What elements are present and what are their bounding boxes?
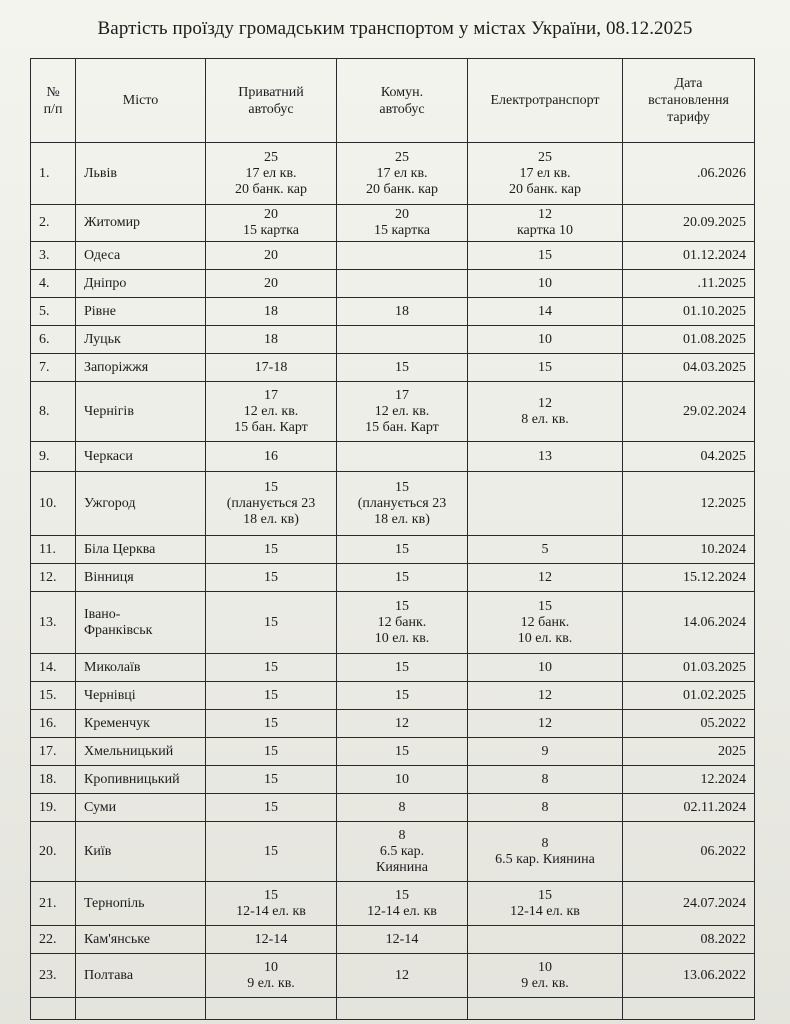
cell-city: Запоріжжя [76,354,206,382]
cell-tariff-date: 04.03.2025 [623,354,755,382]
cell-number: 8. [31,382,76,442]
cell-number: 9. [31,442,76,472]
cell-private-bus: 15 [206,536,337,564]
table-row [31,766,755,794]
cell-city: Одеса [76,242,206,270]
table-row [31,205,755,242]
cell-electric-transport: 10 [468,270,623,298]
cell-tariff-date: 15.12.2024 [623,564,755,592]
cell-communal-bus: 15 [337,354,468,382]
cell-communal-bus [337,242,468,270]
cell-electric-transport: 10 [468,654,623,682]
cell-private-bus: 17 12 ел. кв. 15 бан. Карт [206,382,337,442]
cell-tariff-date: 06.2022 [623,822,755,882]
cell-electric-transport [468,998,623,1020]
cell-communal-bus: 18 [337,298,468,326]
cell-communal-bus [337,442,468,472]
cell-private-bus: 18 [206,326,337,354]
cell-tariff-date: 29.02.2024 [623,382,755,442]
cell-number: 15. [31,682,76,710]
cell-private-bus: 12-14 [206,926,337,954]
cell-number: 18. [31,766,76,794]
fare-table [30,58,755,1020]
cell-city: Миколаїв [76,654,206,682]
cell-private-bus: 15 [206,822,337,882]
cell-number: 12. [31,564,76,592]
cell-private-bus: 10 9 ел. кв. [206,954,337,998]
header-city: Місто [76,59,206,143]
table-row [31,442,755,472]
document-title: Вартість проїзду громадським транспортом у містах України, 08.12.2025 [97,18,693,39]
cell-electric-transport: 15 12-14 ел. кв [468,882,623,926]
cell-tariff-date [623,998,755,1020]
cell-communal-bus: 8 6.5 кар. Киянина [337,822,468,882]
cell-city: Вінниця [76,564,206,592]
cell-electric-transport: 10 9 ел. кв. [468,954,623,998]
cell-private-bus: 18 [206,298,337,326]
cell-tariff-date: 12.2024 [623,766,755,794]
header-electric-transport: Електротранспорт [468,59,623,143]
cell-private-bus: 20 [206,270,337,298]
cell-communal-bus: 15 (планується 23 18 ел. кв) [337,472,468,536]
cell-private-bus [206,998,337,1020]
cell-tariff-date: 01.12.2024 [623,242,755,270]
header-communal-bus: Комун. автобус [337,59,468,143]
cell-city: Ужгород [76,472,206,536]
table-row [31,382,755,442]
cell-number: 16. [31,710,76,738]
cell-city: Черкаси [76,442,206,472]
cell-communal-bus: 25 17 ел кв. 20 банк. кар [337,143,468,205]
cell-tariff-date: 08.2022 [623,926,755,954]
table-row [31,242,755,270]
cell-communal-bus [337,270,468,298]
cell-tariff-date: 14.06.2024 [623,592,755,654]
cell-electric-transport: 15 [468,242,623,270]
cell-number: 22. [31,926,76,954]
cell-private-bus: 15 [206,738,337,766]
cell-communal-bus: 15 [337,536,468,564]
cell-electric-transport: 8 6.5 кар. Киянина [468,822,623,882]
cell-private-bus: 15 [206,766,337,794]
cell-communal-bus: 12 [337,954,468,998]
cell-communal-bus: 12-14 [337,926,468,954]
cell-electric-transport: 5 [468,536,623,564]
table-row [31,592,755,654]
cell-private-bus: 15 [206,592,337,654]
cell-tariff-date: 20.09.2025 [623,205,755,242]
cell-electric-transport: 13 [468,442,623,472]
cell-number: 11. [31,536,76,564]
table-row [31,954,755,998]
table-row [31,354,755,382]
cell-communal-bus: 15 [337,682,468,710]
cell-number: 19. [31,794,76,822]
table-row [31,710,755,738]
cell-private-bus: 15 [206,654,337,682]
header-tariff-date: Дата встановлення тарифу [623,59,755,143]
table-row [31,270,755,298]
cell-number: 3. [31,242,76,270]
cell-city: Полтава [76,954,206,998]
cell-tariff-date: 2025 [623,738,755,766]
header-number: № п/п [31,59,76,143]
cell-tariff-date: 24.07.2024 [623,882,755,926]
cell-city: Житомир [76,205,206,242]
cell-private-bus: 15 [206,564,337,592]
cell-electric-transport: 12 [468,564,623,592]
cell-electric-transport [468,472,623,536]
cell-city: Суми [76,794,206,822]
cell-city: Дніпро [76,270,206,298]
cell-number: 23. [31,954,76,998]
cell-number: 20. [31,822,76,882]
cell-tariff-date: 02.11.2024 [623,794,755,822]
table-row [31,143,755,205]
cell-private-bus: 16 [206,442,337,472]
cell-city: Луцьк [76,326,206,354]
table-row [31,882,755,926]
cell-electric-transport: 14 [468,298,623,326]
table-row [31,926,755,954]
table-row [31,738,755,766]
cell-electric-transport: 15 12 банк. 10 ел. кв. [468,592,623,654]
cell-communal-bus: 8 [337,794,468,822]
cell-communal-bus: 12 [337,710,468,738]
cell-private-bus: 20 [206,242,337,270]
cell-city: Тернопіль [76,882,206,926]
cell-city: Чернігів [76,382,206,442]
cell-private-bus: 17-18 [206,354,337,382]
cell-tariff-date: 01.10.2025 [623,298,755,326]
cell-electric-transport: 25 17 ел кв. 20 банк. кар [468,143,623,205]
cell-communal-bus: 17 12 ел. кв. 15 бан. Карт [337,382,468,442]
cell-city: Кременчук [76,710,206,738]
cell-number: 6. [31,326,76,354]
cell-city: Хмельницький [76,738,206,766]
cell-private-bus: 20 15 картка [206,205,337,242]
cell-number: 5. [31,298,76,326]
table-row [31,654,755,682]
cell-private-bus: 25 17 ел кв. 20 банк. кар [206,143,337,205]
cell-communal-bus [337,998,468,1020]
cell-number [31,998,76,1020]
cell-city: Львів [76,143,206,205]
cell-number: 7. [31,354,76,382]
cell-communal-bus: 20 15 картка [337,205,468,242]
table-row [31,564,755,592]
cell-tariff-date: 01.02.2025 [623,682,755,710]
header-row [31,59,755,143]
cell-electric-transport: 12 [468,682,623,710]
cell-number: 13. [31,592,76,654]
cell-private-bus: 15 [206,682,337,710]
fare-table-body [31,143,755,1020]
cell-tariff-date: 05.2022 [623,710,755,738]
table-row [31,822,755,882]
header-private-bus: Приватний автобус [206,59,337,143]
cell-number: 1. [31,143,76,205]
table-row [31,298,755,326]
table-row [31,682,755,710]
cell-electric-transport: 15 [468,354,623,382]
cell-private-bus: 15 (планується 23 18 ел. кв) [206,472,337,536]
cell-city: Кропивницький [76,766,206,794]
cell-electric-transport [468,926,623,954]
cell-city: Біла Церква [76,536,206,564]
cell-electric-transport: 10 [468,326,623,354]
cell-electric-transport: 12 картка 10 [468,205,623,242]
cell-electric-transport: 8 [468,766,623,794]
cell-electric-transport: 12 [468,710,623,738]
cell-city: Івано- Франківськ [76,592,206,654]
cell-tariff-date: 01.08.2025 [623,326,755,354]
table-row [31,794,755,822]
table-row [31,998,755,1020]
cell-tariff-date: 12.2025 [623,472,755,536]
cell-number: 21. [31,882,76,926]
cell-city: Київ [76,822,206,882]
cell-city: Чернівці [76,682,206,710]
cell-number: 10. [31,472,76,536]
cell-number: 14. [31,654,76,682]
cell-tariff-date: 13.06.2022 [623,954,755,998]
cell-electric-transport: 8 [468,794,623,822]
cell-communal-bus: 15 [337,564,468,592]
cell-communal-bus: 15 12 банк. 10 ел. кв. [337,592,468,654]
table-row [31,326,755,354]
cell-private-bus: 15 12-14 ел. кв [206,882,337,926]
table-row [31,472,755,536]
cell-communal-bus: 10 [337,766,468,794]
cell-tariff-date: .06.2026 [623,143,755,205]
cell-number: 17. [31,738,76,766]
cell-city: Рівне [76,298,206,326]
cell-electric-transport: 9 [468,738,623,766]
cell-tariff-date: 04.2025 [623,442,755,472]
cell-private-bus: 15 [206,710,337,738]
cell-tariff-date: 01.03.2025 [623,654,755,682]
cell-communal-bus: 15 12-14 ел. кв [337,882,468,926]
table-row [31,536,755,564]
cell-number: 4. [31,270,76,298]
cell-communal-bus: 15 [337,654,468,682]
cell-tariff-date: .11.2025 [623,270,755,298]
cell-city [76,998,206,1020]
cell-number: 2. [31,205,76,242]
cell-private-bus: 15 [206,794,337,822]
cell-communal-bus: 15 [337,738,468,766]
cell-electric-transport: 12 8 ел. кв. [468,382,623,442]
cell-communal-bus [337,326,468,354]
cell-tariff-date: 10.2024 [623,536,755,564]
cell-city: Кам'янське [76,926,206,954]
